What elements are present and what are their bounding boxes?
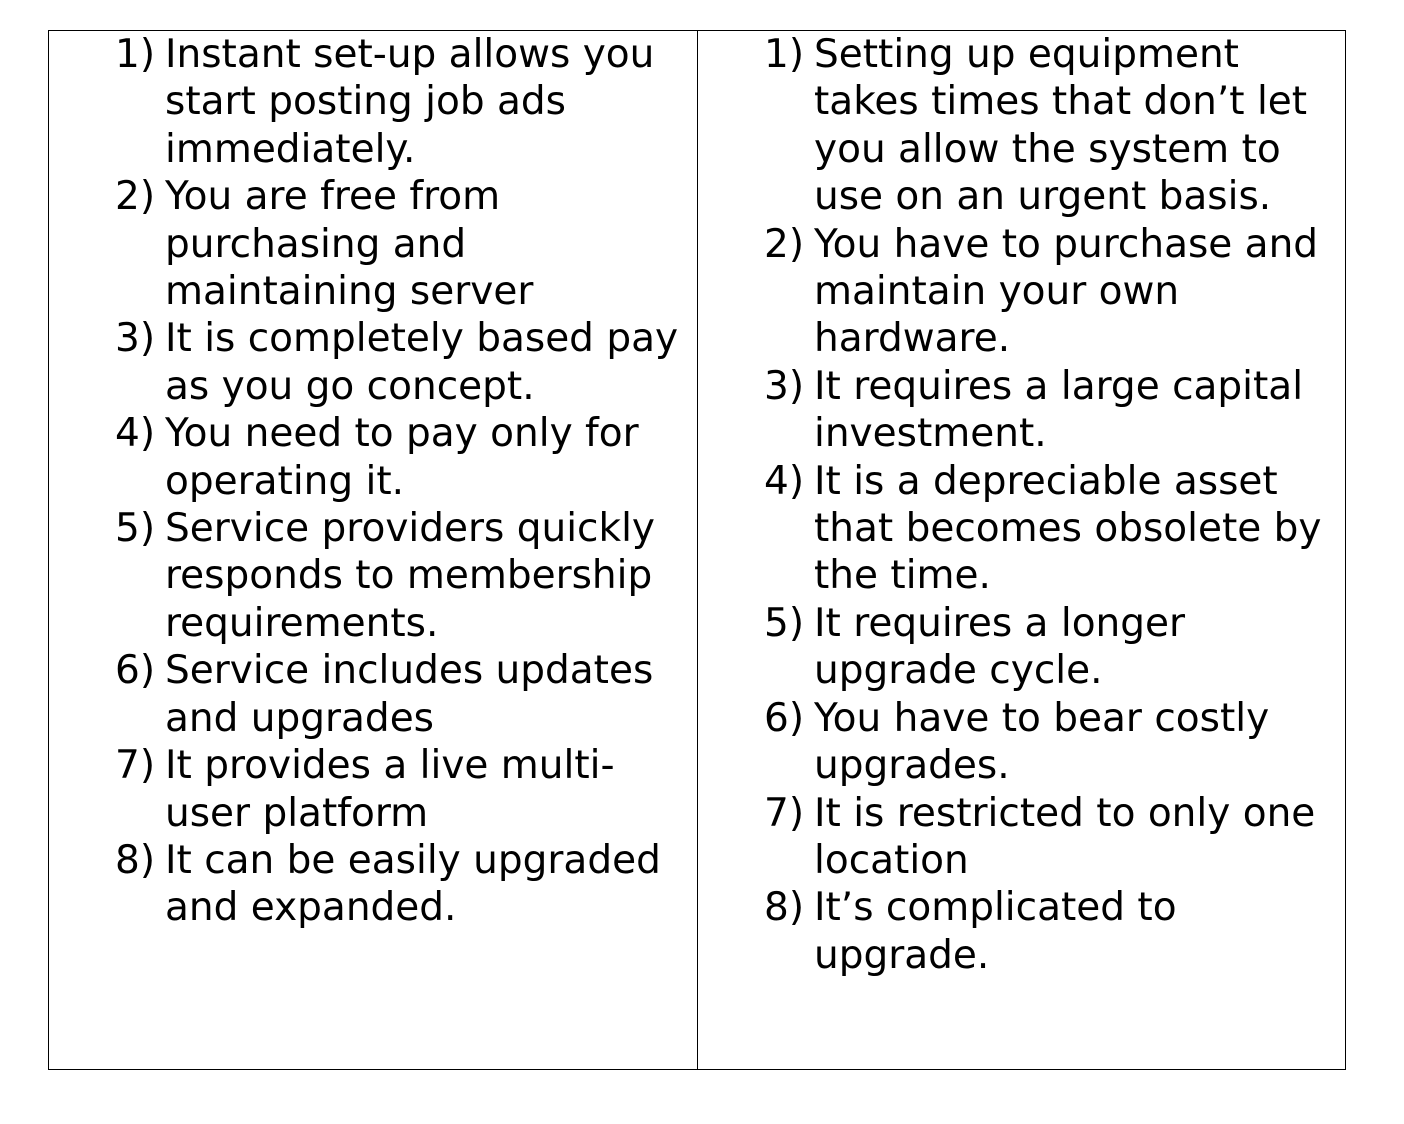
item-text-line: maintaining server <box>165 269 534 315</box>
list-item <box>115 173 689 315</box>
list-item <box>764 695 1337 790</box>
right-item-list <box>698 31 1345 979</box>
item-text-line: It requires a longer <box>814 600 1186 646</box>
item-number: 5) <box>115 506 156 552</box>
left-item-list <box>49 31 697 932</box>
item-number: 8) <box>115 837 156 883</box>
right-column <box>698 31 1345 1069</box>
item-text-line: It’s complicated to <box>814 885 1177 931</box>
item-number: 1) <box>115 32 156 77</box>
item-number: 6) <box>764 695 805 741</box>
list-item <box>115 647 689 742</box>
item-number: 6) <box>115 648 156 694</box>
item-text-line: responds to membership <box>165 553 653 599</box>
list-item <box>115 410 689 505</box>
item-text-line: that becomes obsolete by <box>814 506 1322 552</box>
item-text <box>814 458 1337 600</box>
item-text <box>814 221 1337 363</box>
item-text-line: maintain your own <box>814 269 1180 315</box>
item-text-line: Setting up equipment <box>814 32 1239 77</box>
item-text <box>814 790 1337 885</box>
item-text-line: operating it. <box>165 458 405 504</box>
item-text-line: you allow the system to <box>814 126 1281 172</box>
comparison-table <box>48 30 1346 1070</box>
item-text-line: start posting job ads <box>165 79 566 125</box>
item-text-line: It is completely based pay <box>165 316 679 362</box>
item-text <box>165 31 689 173</box>
item-text-line: immediately. <box>165 126 416 172</box>
item-text-line: You have to purchase and <box>814 221 1319 267</box>
item-text-line: location <box>814 837 969 883</box>
item-text-line: upgrades. <box>814 743 1010 789</box>
item-text-line: hardware. <box>814 316 1011 362</box>
item-text <box>165 315 689 410</box>
list-item <box>764 884 1337 979</box>
item-number: 7) <box>764 790 805 836</box>
item-text-line: It is restricted to only one <box>814 790 1316 836</box>
item-text-line: Instant set-up allows you <box>165 32 655 77</box>
list-item <box>115 31 689 173</box>
item-number: 7) <box>115 743 156 789</box>
item-text-line: You need to pay only for <box>165 411 639 457</box>
list-item <box>764 790 1337 885</box>
item-text <box>165 742 689 837</box>
item-text-line: user platform <box>165 790 429 836</box>
item-text <box>814 884 1337 979</box>
list-item <box>115 837 689 932</box>
item-text-line: purchasing and <box>165 221 467 267</box>
item-text <box>165 837 689 932</box>
item-number: 8) <box>764 885 805 931</box>
item-text <box>814 31 1337 221</box>
item-number: 2) <box>115 174 156 220</box>
item-text <box>165 505 689 647</box>
item-text <box>814 600 1337 695</box>
item-text-line: You have to bear costly <box>814 695 1270 741</box>
item-text-line: and expanded. <box>165 885 457 931</box>
item-text <box>814 695 1337 790</box>
item-text-line: and upgrades <box>165 695 435 741</box>
item-text-line: requirements. <box>165 600 439 646</box>
item-text <box>165 647 689 742</box>
item-text-line: It can be easily upgraded <box>165 837 661 883</box>
item-text-line: use on an urgent basis. <box>814 174 1272 220</box>
left-column <box>49 31 698 1069</box>
item-number: 4) <box>115 411 156 457</box>
item-text-line: upgrade. <box>814 932 990 978</box>
item-number: 3) <box>764 363 805 409</box>
item-text <box>814 363 1337 458</box>
list-item <box>115 742 689 837</box>
item-number: 2) <box>764 221 805 267</box>
list-item <box>764 458 1337 600</box>
item-text-line: takes times that don’t let <box>814 79 1308 125</box>
item-text-line: You are free from <box>165 174 501 220</box>
list-item <box>764 31 1337 221</box>
list-item <box>115 315 689 410</box>
list-item <box>764 600 1337 695</box>
item-text-line: as you go concept. <box>165 363 535 409</box>
item-text-line: investment. <box>814 411 1047 457</box>
item-text-line: It is a depreciable asset <box>814 458 1278 504</box>
item-text <box>165 173 689 315</box>
item-number: 1) <box>764 32 805 77</box>
item-number: 3) <box>115 316 156 362</box>
item-text-line: Service includes updates <box>165 648 654 694</box>
item-number: 4) <box>764 458 805 504</box>
item-text <box>165 410 689 505</box>
item-text-line: upgrade cycle. <box>814 648 1103 694</box>
list-item <box>764 221 1337 363</box>
item-text-line: It provides a live multi- <box>165 743 615 789</box>
item-text-line: It requires a large capital <box>814 363 1304 409</box>
item-text-line: Service providers quickly <box>165 506 655 552</box>
item-text-line: the time. <box>814 553 991 599</box>
list-item <box>115 505 689 647</box>
item-number: 5) <box>764 600 805 646</box>
list-item <box>764 363 1337 458</box>
